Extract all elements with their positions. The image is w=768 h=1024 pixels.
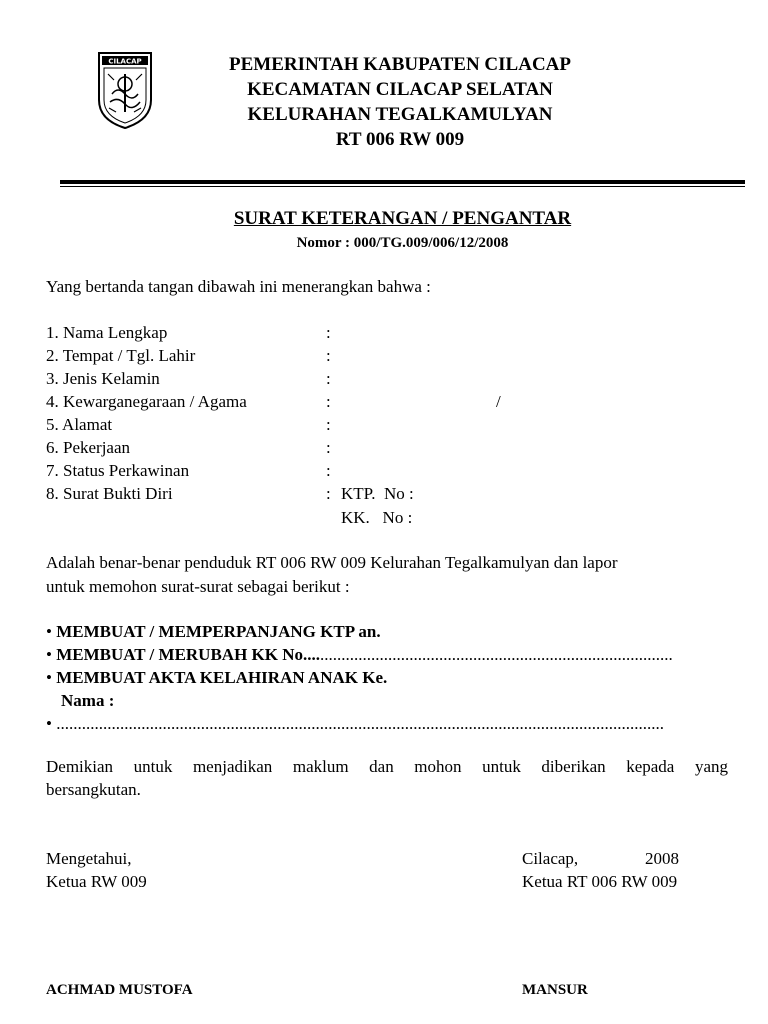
- field-label-status-perkawinan: 7. Status Perkawinan: [46, 461, 190, 480]
- signature-left-role: Ketua RW 009: [46, 872, 147, 891]
- bullet-icon: •: [46, 645, 52, 664]
- document-number: Nomor : 000/TG.009/006/12/2008: [296, 235, 509, 251]
- fill-in-leader: ...............................................................................................................................................: [56, 714, 664, 733]
- letterhead-line-4: RT 006 RW 009: [335, 129, 465, 150]
- signature-left-caption: Mengetahui,: [46, 849, 132, 868]
- field-label-tempat-lahir: 2. Tempat / Tgl. Lahir: [46, 346, 196, 365]
- field-colon: :: [326, 369, 331, 388]
- fill-in-leader: ...................................................................................: [320, 645, 673, 664]
- field-label-alamat: 5. Alamat: [46, 415, 113, 434]
- closing-line-1: Demikian untuk menjadikan maklum dan mohon untuk diberikan kepada yang: [46, 757, 728, 776]
- field-separator-slash: /: [496, 392, 501, 411]
- cilacap-crest-logo: [96, 50, 154, 130]
- signature-right-role: Ketua RT 006 RW 009: [522, 872, 678, 891]
- letterhead-divider-thick: [60, 180, 745, 184]
- request-text: MEMBUAT / MEMPERPANJANG KTP an.: [56, 622, 381, 641]
- letterhead-line-2: KECAMATAN CILACAP SELATAN: [247, 79, 553, 100]
- field-colon: :: [326, 484, 331, 503]
- field-colon: :: [326, 461, 331, 480]
- closing-line-2: bersangkutan.: [46, 780, 141, 799]
- field-colon: :: [326, 323, 331, 342]
- document-title: SURAT KETERANGAN / PENGANTAR: [233, 208, 572, 229]
- request-text: MEMBUAT AKTA KELAHIRAN ANAK Ke.: [56, 668, 388, 687]
- bullet-icon: •: [46, 668, 52, 687]
- field-label-jenis-kelamin: 3. Jenis Kelamin: [46, 369, 160, 388]
- signature-right-place: Cilacap,: [522, 849, 579, 868]
- field-colon: :: [326, 438, 331, 457]
- request-item-akta: [46, 666, 387, 689]
- intro-text: Yang bertanda tangan dibawah ini menerangkan bahwa :: [46, 277, 431, 296]
- field-colon: :: [326, 415, 331, 434]
- field-label-kewarganegaraan-agama: 4. Kewarganegaraan / Agama: [46, 392, 247, 411]
- field-value-ktp: KTP. No :: [341, 484, 414, 503]
- field-label-pekerjaan: 6. Pekerjaan: [46, 438, 131, 457]
- signature-right-year: 2008: [645, 849, 679, 868]
- request-text: MEMBUAT / MERUBAH KK No....: [56, 645, 321, 664]
- signature-left-name: ACHMAD MUSTOFA: [46, 982, 193, 998]
- request-name-label: Nama :: [61, 691, 115, 710]
- request-item-other: [46, 712, 664, 735]
- field-label-surat-bukti-diri: 8. Surat Bukti Diri: [46, 484, 173, 503]
- letterhead-divider-thin: [60, 186, 745, 187]
- field-colon: :: [326, 346, 331, 365]
- letterhead-line-1: PEMERINTAH KABUPATEN CILACAP: [228, 54, 571, 75]
- field-colon: :: [326, 392, 331, 411]
- bullet-icon: •: [46, 714, 52, 733]
- statement-line-2: untuk memohon surat-surat sebagai berikut :: [46, 577, 350, 596]
- field-label-nama: 1. Nama Lengkap: [46, 323, 168, 342]
- statement-line-1: Adalah benar-benar penduduk RT 006 RW 009 Kelurahan Tegalkamulyan dan lapor: [46, 553, 618, 572]
- bullet-icon: •: [46, 622, 52, 641]
- field-value-kk: KK. No :: [341, 508, 413, 527]
- request-item-kk: [46, 643, 673, 666]
- letterhead-line-3: KELURAHAN TEGALKAMULYAN: [247, 104, 553, 125]
- request-item-ktp: [46, 620, 381, 643]
- svg-text:CILACAP: CILACAP: [108, 57, 142, 66]
- signature-right-name: MANSUR: [522, 982, 588, 998]
